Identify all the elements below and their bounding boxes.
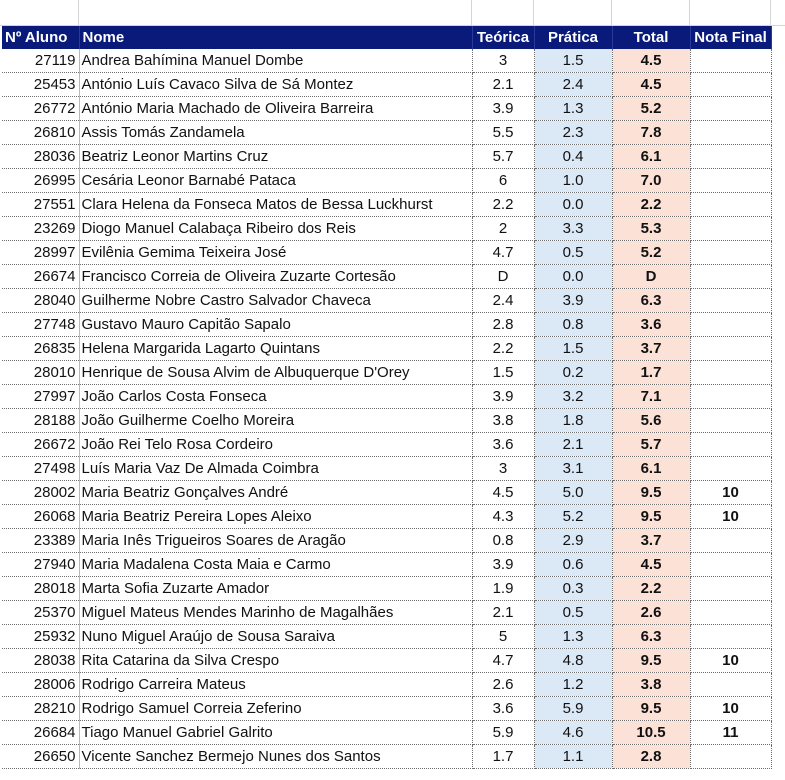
cell-nota-final[interactable] (690, 265, 771, 289)
cell-aluno[interactable]: 23389 (2, 529, 79, 553)
cell-nota-final[interactable] (690, 313, 771, 337)
cell-total[interactable]: 5.2 (612, 241, 690, 265)
cell-nota-final[interactable] (690, 217, 771, 241)
top-grid-cell (690, 0, 771, 26)
cell-pratica[interactable]: 0.2 (534, 361, 612, 385)
header-nome[interactable]: Nome (79, 26, 472, 49)
grades-table (2, 26, 772, 769)
cell-pratica[interactable]: 1.5 (534, 49, 612, 73)
cell-nota-final[interactable] (690, 433, 771, 457)
cell-nota-final[interactable] (690, 49, 771, 73)
cell-teorica[interactable]: 3.9 (472, 553, 534, 577)
cell-teorica[interactable]: 3.6 (472, 697, 534, 721)
cell-teorica[interactable]: 2.2 (472, 337, 534, 361)
cell-total[interactable]: 1.7 (612, 361, 690, 385)
table-row (2, 361, 771, 385)
cell-teorica[interactable]: 2.6 (472, 673, 534, 697)
cell-pratica[interactable]: 1.8 (534, 409, 612, 433)
cell-nome[interactable]: Miguel Mateus Mendes Marinho de Magalhães (79, 601, 472, 625)
cell-total[interactable]: 9.5 (612, 649, 690, 673)
cell-teorica[interactable]: 0.8 (472, 529, 534, 553)
cell-nome[interactable]: Helena Margarida Lagarto Quintans (79, 337, 472, 361)
cell-total[interactable]: 7.1 (612, 385, 690, 409)
table-row (2, 673, 771, 697)
table-body (2, 49, 771, 769)
cell-pratica[interactable]: 0.0 (534, 265, 612, 289)
cell-aluno[interactable]: 26995 (2, 169, 79, 193)
table-row (2, 697, 771, 721)
table-row (2, 457, 771, 481)
cell-nota-final[interactable] (690, 289, 771, 313)
cell-aluno[interactable]: 26650 (2, 745, 79, 769)
cell-aluno[interactable]: 26068 (2, 505, 79, 529)
cell-teorica[interactable]: 4.7 (472, 649, 534, 673)
table-row (2, 217, 771, 241)
cell-teorica[interactable]: 3.9 (472, 385, 534, 409)
cell-pratica[interactable]: 2.9 (534, 529, 612, 553)
cell-nota-final[interactable]: 10 (690, 649, 771, 673)
cell-aluno[interactable]: 26674 (2, 265, 79, 289)
cell-nome[interactable]: Rita Catarina da Silva Crespo (79, 649, 472, 673)
table-row (2, 649, 771, 673)
cell-nota-final[interactable] (690, 241, 771, 265)
cell-teorica[interactable]: 6 (472, 169, 534, 193)
cell-pratica[interactable]: 5.2 (534, 505, 612, 529)
cell-nota-final[interactable] (690, 553, 771, 577)
cell-total[interactable]: 6.3 (612, 289, 690, 313)
cell-teorica[interactable]: 2.2 (472, 193, 534, 217)
cell-aluno[interactable]: 27940 (2, 553, 79, 577)
top-grid-cell (472, 0, 534, 26)
cell-nome[interactable]: António Luís Cavaco Silva de Sá Montez (79, 73, 472, 97)
cell-pratica[interactable]: 3.3 (534, 217, 612, 241)
header-total[interactable]: Total (612, 26, 690, 49)
cell-total[interactable]: 3.6 (612, 313, 690, 337)
cell-pratica[interactable]: 1.1 (534, 745, 612, 769)
cell-aluno[interactable]: 26772 (2, 97, 79, 121)
cell-pratica[interactable]: 1.5 (534, 337, 612, 361)
cell-aluno[interactable]: 26672 (2, 433, 79, 457)
cell-total[interactable]: 7.8 (612, 121, 690, 145)
table-row (2, 433, 771, 457)
cell-pratica[interactable]: 2.4 (534, 73, 612, 97)
cell-total[interactable]: 2.2 (612, 577, 690, 601)
cell-nome[interactable]: Francisco Correia de Oliveira Zuzarte Cortesão (79, 265, 472, 289)
cell-pratica[interactable]: 5.9 (534, 697, 612, 721)
cell-nome[interactable]: Rodrigo Carreira Mateus (79, 673, 472, 697)
cell-teorica[interactable]: 4.7 (472, 241, 534, 265)
cell-pratica[interactable]: 2.3 (534, 121, 612, 145)
cell-teorica[interactable]: 5.7 (472, 145, 534, 169)
table-row (2, 553, 771, 577)
table-row (2, 73, 771, 97)
cell-total[interactable]: 7.0 (612, 169, 690, 193)
cell-nota-final[interactable] (690, 745, 771, 769)
cell-teorica[interactable]: 1.9 (472, 577, 534, 601)
cell-nome[interactable]: Maria Madalena Costa Maia e Carmo (79, 553, 472, 577)
cell-total[interactable]: 5.7 (612, 433, 690, 457)
table-row (2, 241, 771, 265)
cell-nome[interactable]: Tiago Manuel Gabriel Galrito (79, 721, 472, 745)
cell-total[interactable]: 6.3 (612, 625, 690, 649)
cell-total[interactable]: 6.1 (612, 457, 690, 481)
cell-aluno[interactable]: 28010 (2, 361, 79, 385)
cell-nota-final[interactable] (690, 577, 771, 601)
cell-aluno[interactable]: 28002 (2, 481, 79, 505)
cell-aluno[interactable]: 27119 (2, 49, 79, 73)
cell-nota-final[interactable]: 10 (690, 697, 771, 721)
cell-teorica[interactable]: 5.9 (472, 721, 534, 745)
cell-total[interactable]: 3.7 (612, 337, 690, 361)
table-row (2, 721, 771, 745)
cell-total[interactable]: 2.8 (612, 745, 690, 769)
cell-teorica[interactable]: 2 (472, 217, 534, 241)
cell-nota-final[interactable] (690, 193, 771, 217)
cell-total[interactable]: 5.6 (612, 409, 690, 433)
cell-aluno[interactable]: 28210 (2, 697, 79, 721)
cell-pratica[interactable]: 4.6 (534, 721, 612, 745)
top-grid-cell (612, 0, 690, 26)
cell-total[interactable]: D (612, 265, 690, 289)
cell-aluno[interactable]: 26835 (2, 337, 79, 361)
cell-total[interactable]: 4.5 (612, 49, 690, 73)
cell-nome[interactable]: Evilênia Gemima Teixeira José (79, 241, 472, 265)
header-aluno[interactable]: Nº Aluno (2, 26, 79, 49)
cell-teorica[interactable]: 3.8 (472, 409, 534, 433)
cell-nome[interactable]: Henrique de Sousa Alvim de Albuquerque D'Orey (79, 361, 472, 385)
cell-total[interactable]: 5.2 (612, 97, 690, 121)
cell-total[interactable]: 9.5 (612, 505, 690, 529)
cell-nota-final[interactable] (690, 121, 771, 145)
cell-aluno[interactable]: 25932 (2, 625, 79, 649)
cell-nota-final[interactable]: 10 (690, 481, 771, 505)
cell-teorica[interactable]: 2.4 (472, 289, 534, 313)
cell-teorica[interactable]: 5.5 (472, 121, 534, 145)
header-pratica[interactable]: Prática (534, 26, 612, 49)
table-row (2, 97, 771, 121)
cell-nota-final[interactable] (690, 673, 771, 697)
cell-total[interactable]: 4.5 (612, 73, 690, 97)
cell-teorica[interactable]: 3 (472, 49, 534, 73)
table-row (2, 529, 771, 553)
cell-teorica[interactable]: 3.9 (472, 97, 534, 121)
cell-aluno[interactable]: 26810 (2, 121, 79, 145)
cell-aluno[interactable]: 23269 (2, 217, 79, 241)
cell-total[interactable]: 9.5 (612, 481, 690, 505)
cell-nota-final[interactable] (690, 625, 771, 649)
cell-teorica[interactable]: D (472, 265, 534, 289)
cell-nome[interactable]: Gustavo Mauro Capitão Sapalo (79, 313, 472, 337)
cell-nome[interactable]: Maria Inês Trigueiros Soares de Aragão (79, 529, 472, 553)
cell-nome[interactable]: João Rei Telo Rosa Cordeiro (79, 433, 472, 457)
cell-pratica[interactable]: 0.8 (534, 313, 612, 337)
cell-pratica[interactable]: 1.0 (534, 169, 612, 193)
table-row (2, 601, 771, 625)
cell-nome[interactable]: Assis Tomás Zandamela (79, 121, 472, 145)
table-row (2, 265, 771, 289)
cell-aluno[interactable]: 28006 (2, 673, 79, 697)
cell-pratica[interactable]: 0.3 (534, 577, 612, 601)
cell-pratica[interactable]: 0.6 (534, 553, 612, 577)
cell-nota-final[interactable] (690, 385, 771, 409)
cell-total[interactable]: 10.5 (612, 721, 690, 745)
cell-teorica[interactable]: 5 (472, 625, 534, 649)
cell-pratica[interactable]: 1.2 (534, 673, 612, 697)
cell-nome[interactable]: Luís Maria Vaz De Almada Coimbra (79, 457, 472, 481)
cell-pratica[interactable]: 3.2 (534, 385, 612, 409)
table-row (2, 409, 771, 433)
cell-aluno[interactable]: 28036 (2, 145, 79, 169)
header-nota-final[interactable]: Nota Final (690, 26, 771, 49)
top-grid-cell (534, 0, 612, 26)
cell-total[interactable]: 2.2 (612, 193, 690, 217)
header-teorica[interactable]: Teórica (472, 26, 534, 49)
cell-aluno[interactable]: 27997 (2, 385, 79, 409)
cell-pratica[interactable]: 0.5 (534, 241, 612, 265)
cell-teorica[interactable]: 4.3 (472, 505, 534, 529)
cell-total[interactable]: 3.8 (612, 673, 690, 697)
cell-teorica[interactable]: 3.6 (472, 433, 534, 457)
cell-total[interactable]: 4.5 (612, 553, 690, 577)
top-grid-cell (0, 0, 79, 26)
cell-aluno[interactable]: 28040 (2, 289, 79, 313)
cell-aluno[interactable]: 28188 (2, 409, 79, 433)
cell-nota-final[interactable] (690, 145, 771, 169)
cell-total[interactable]: 6.1 (612, 145, 690, 169)
cell-total[interactable]: 5.3 (612, 217, 690, 241)
table-row (2, 385, 771, 409)
cell-nota-final[interactable] (690, 457, 771, 481)
cell-nome[interactable]: António Maria Machado de Oliveira Barreira (79, 97, 472, 121)
cell-teorica[interactable]: 1.7 (472, 745, 534, 769)
cell-nota-final[interactable] (690, 169, 771, 193)
table-row (2, 481, 771, 505)
cell-total[interactable]: 3.7 (612, 529, 690, 553)
cell-nome[interactable]: Diogo Manuel Calabaça Ribeiro dos Reis (79, 217, 472, 241)
cell-nota-final[interactable] (690, 409, 771, 433)
cell-aluno[interactable]: 27748 (2, 313, 79, 337)
cell-nome[interactable]: João Carlos Costa Fonseca (79, 385, 472, 409)
cell-aluno[interactable]: 28018 (2, 577, 79, 601)
cell-nota-final[interactable] (690, 97, 771, 121)
cell-nota-final[interactable] (690, 529, 771, 553)
cell-pratica[interactable]: 1.3 (534, 625, 612, 649)
cell-aluno[interactable]: 27551 (2, 193, 79, 217)
cell-pratica[interactable]: 0.0 (534, 193, 612, 217)
header-row (2, 26, 771, 49)
cell-total[interactable]: 9.5 (612, 697, 690, 721)
cell-nome[interactable]: Nuno Miguel Araújo de Sousa Saraiva (79, 625, 472, 649)
cell-nome[interactable]: Rodrigo Samuel Correia Zeferino (79, 697, 472, 721)
cell-nota-final[interactable]: 11 (690, 721, 771, 745)
cell-nota-final[interactable] (690, 601, 771, 625)
table-row (2, 193, 771, 217)
cell-pratica[interactable]: 0.5 (534, 601, 612, 625)
cell-nome[interactable]: Andrea Bahímina Manuel Dombe (79, 49, 472, 73)
cell-nome[interactable]: Maria Beatriz Pereira Lopes Aleixo (79, 505, 472, 529)
cell-pratica[interactable]: 0.4 (534, 145, 612, 169)
cell-aluno[interactable]: 27498 (2, 457, 79, 481)
cell-aluno[interactable]: 25453 (2, 73, 79, 97)
cell-nome[interactable]: Guilherme Nobre Castro Salvador Chaveca (79, 289, 472, 313)
table-row (2, 313, 771, 337)
table-row (2, 169, 771, 193)
table-row (2, 121, 771, 145)
cell-aluno[interactable]: 28038 (2, 649, 79, 673)
table-row (2, 337, 771, 361)
cell-nota-final[interactable] (690, 361, 771, 385)
cell-nome[interactable]: Beatriz Leonor Martins Cruz (79, 145, 472, 169)
cell-nome[interactable]: Vicente Sanchez Bermejo Nunes dos Santos (79, 745, 472, 769)
table-row (2, 577, 771, 601)
top-grid-cell (79, 0, 472, 26)
cell-nome[interactable]: Cesária Leonor Barnabé Pataca (79, 169, 472, 193)
table-row (2, 145, 771, 169)
cell-aluno[interactable]: 28997 (2, 241, 79, 265)
table-row (2, 625, 771, 649)
cell-nome[interactable]: Maria Beatriz Gonçalves André (79, 481, 472, 505)
cell-teorica[interactable]: 3 (472, 457, 534, 481)
cell-pratica[interactable]: 5.0 (534, 481, 612, 505)
table-row (2, 745, 771, 769)
cell-nome[interactable]: Clara Helena da Fonseca Matos de Bessa Luckhurst (79, 193, 472, 217)
cell-nome[interactable]: João Guilherme Coelho Moreira (79, 409, 472, 433)
cell-aluno[interactable]: 26684 (2, 721, 79, 745)
cell-pratica[interactable]: 4.8 (534, 649, 612, 673)
cell-teorica[interactable]: 2.8 (472, 313, 534, 337)
cell-teorica[interactable]: 4.5 (472, 481, 534, 505)
table-row (2, 289, 771, 313)
cell-nota-final[interactable] (690, 73, 771, 97)
cell-total[interactable]: 2.6 (612, 601, 690, 625)
table-row (2, 505, 771, 529)
cell-pratica[interactable]: 3.9 (534, 289, 612, 313)
cell-pratica[interactable]: 3.1 (534, 457, 612, 481)
cell-pratica[interactable]: 1.3 (534, 97, 612, 121)
cell-teorica[interactable]: 2.1 (472, 601, 534, 625)
cell-nota-final[interactable] (690, 337, 771, 361)
cell-nome[interactable]: Marta Sofia Zuzarte Amador (79, 577, 472, 601)
table-row (2, 49, 771, 73)
cell-aluno[interactable]: 25370 (2, 601, 79, 625)
cell-teorica[interactable]: 2.1 (472, 73, 534, 97)
cell-teorica[interactable]: 1.5 (472, 361, 534, 385)
cell-nota-final[interactable]: 10 (690, 505, 771, 529)
table-header (2, 26, 771, 49)
cell-pratica[interactable]: 2.1 (534, 433, 612, 457)
